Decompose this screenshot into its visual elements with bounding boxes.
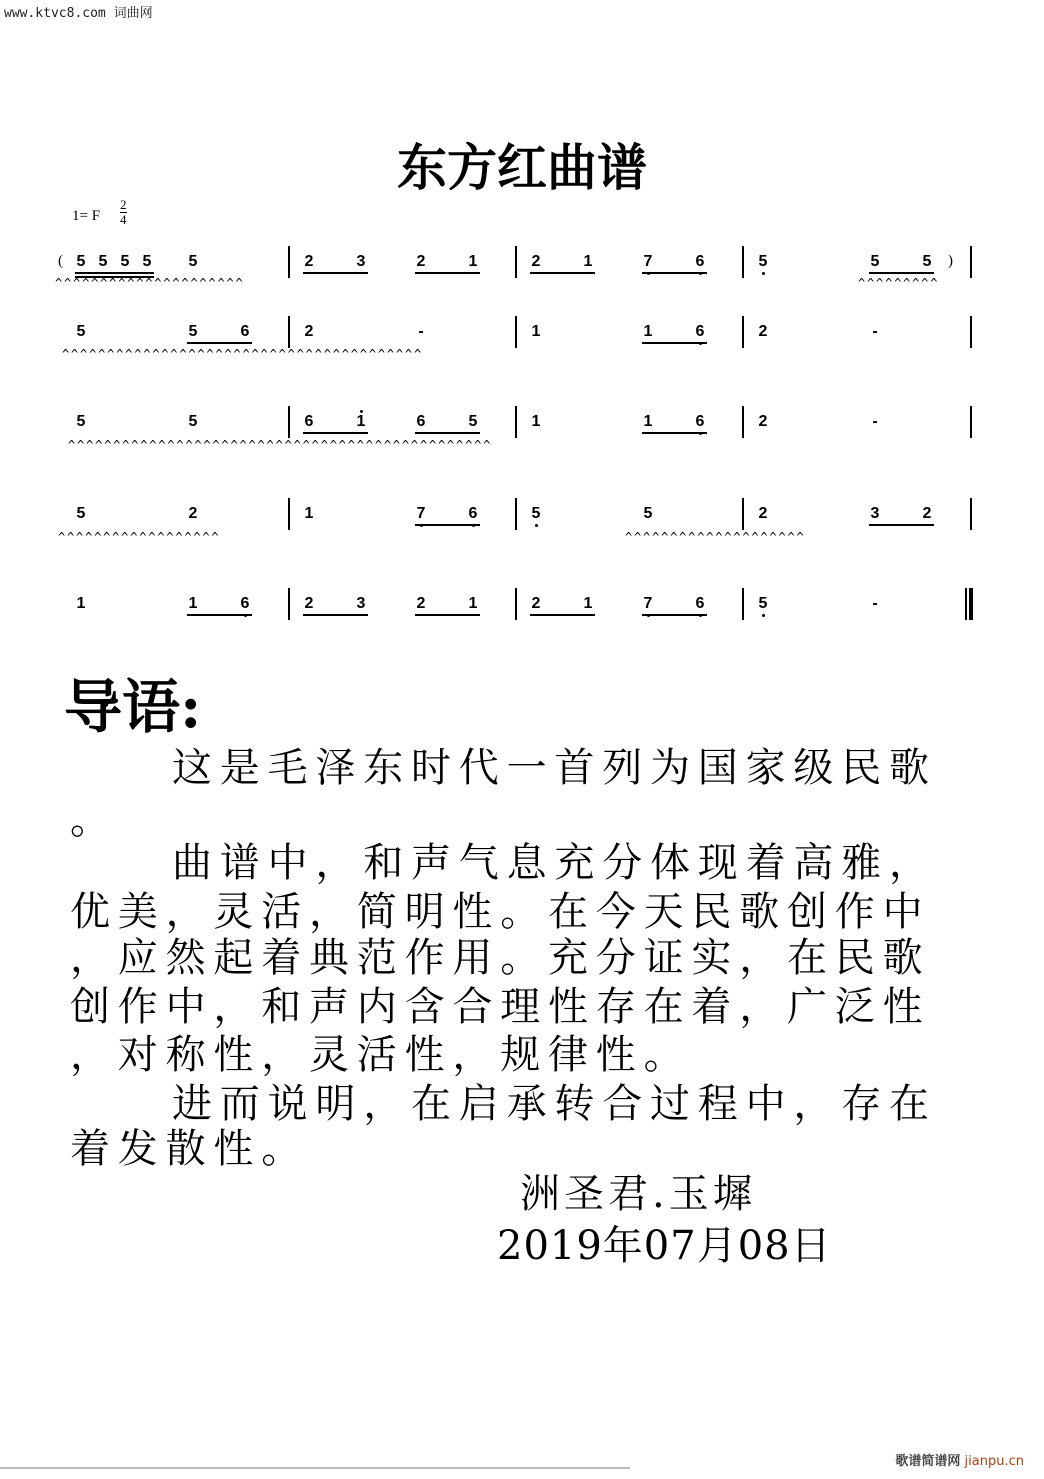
barline: [515, 588, 517, 620]
note: 2: [758, 413, 768, 430]
note: 5: [530, 505, 542, 523]
barline: [288, 246, 290, 278]
note: 6: [694, 323, 706, 341]
note: -: [872, 323, 878, 340]
note: 6: [239, 595, 251, 613]
barline: [515, 498, 517, 530]
underline-beam: [303, 432, 368, 434]
note: 5: [188, 253, 198, 270]
note: 1: [355, 413, 367, 431]
divider: [0, 1467, 630, 1469]
paragraph-line: 曲谱中，和声气息充分体现着高雅，: [172, 840, 937, 886]
low-octave-dot: [762, 272, 765, 275]
note: 5: [76, 323, 86, 340]
note: 5: [76, 413, 86, 430]
note: -: [872, 413, 878, 430]
signature: 洲圣君.玉墀: [520, 1171, 757, 1217]
barline: [742, 588, 744, 620]
note: 1: [643, 413, 653, 430]
underline-beam: [869, 272, 934, 274]
paragraph-line: 进而说明，在启承转合过程中，存在: [172, 1081, 937, 1127]
barline: [742, 498, 744, 530]
barline: [970, 498, 972, 530]
note: 2: [416, 253, 426, 270]
note: 2: [304, 595, 314, 612]
underline-beam: [75, 272, 154, 274]
barline: [742, 316, 744, 348]
underline-beam: [415, 524, 480, 526]
barline: [515, 316, 517, 348]
note: 2: [531, 253, 541, 270]
barline: [970, 246, 972, 278]
underline-beam: [642, 272, 707, 274]
note: 6: [467, 505, 479, 523]
paragraph-line: 优美，灵活，简明性。在今天民歌创作中: [70, 889, 931, 935]
underline-beam: [303, 614, 368, 616]
underline-beam: [642, 432, 707, 434]
paragraph-line: ，对称性，灵活性，规律性。: [70, 1032, 692, 1078]
note: 2: [531, 595, 541, 612]
note: 6: [304, 413, 314, 430]
note: 7: [642, 253, 654, 271]
note: 2: [416, 595, 426, 612]
slur-carets: ^^^^^^^^^^^^^^^^^^^^: [625, 530, 806, 544]
underline-beam: [187, 614, 252, 616]
note: 3: [356, 595, 366, 612]
note: 1: [188, 595, 198, 612]
paragraph-line: ，应然起着典范作用。充分证实，在民歌: [70, 935, 931, 981]
note: 5: [643, 505, 653, 522]
final-barline: [965, 588, 967, 620]
note: 1: [583, 595, 593, 612]
barline: [515, 246, 517, 278]
date: 2019年07月08日: [497, 1223, 832, 1269]
note: 5: [757, 253, 769, 271]
low-octave-dot: [762, 614, 765, 617]
barline: [288, 498, 290, 530]
paragraph-line: 着发散性。: [70, 1126, 309, 1172]
slur-carets: ^^^^^^^^^^^^^^^^^^^^^^^^^^^^^^^^^^^^^^^^: [62, 347, 423, 361]
note: 1: [531, 413, 541, 430]
underline-beam: [303, 272, 368, 274]
note: 5: [98, 253, 108, 270]
barline: [288, 588, 290, 620]
barline: [742, 406, 744, 438]
note: 6: [694, 413, 706, 431]
note: 5: [188, 323, 198, 340]
note: 1: [468, 253, 478, 270]
note: 1: [643, 323, 653, 340]
note: 6: [240, 323, 250, 340]
barline: [970, 406, 972, 438]
note: 6: [694, 595, 706, 613]
key-signature: 1= F: [72, 208, 101, 224]
barline: [288, 406, 290, 438]
note: 5: [120, 253, 130, 270]
note: 5: [757, 595, 769, 613]
watermark-cn: 歌谱简谱网: [895, 1454, 961, 1469]
intro-heading: 导语:: [64, 673, 202, 741]
underline-beam: [530, 272, 595, 274]
underline-beam: [415, 614, 480, 616]
note: 5: [142, 253, 152, 270]
paragraph-line: 创作中，和声内含合理性存在着，广泛性: [70, 984, 931, 1030]
meter-top: 2: [120, 197, 127, 212]
time-signature: [120, 198, 127, 227]
barline: [970, 316, 972, 348]
underline-beam: [187, 342, 252, 344]
note: 5: [188, 413, 198, 430]
note: 5: [76, 253, 86, 270]
note: 6: [694, 253, 706, 271]
note: 2: [304, 323, 314, 340]
barline: [515, 406, 517, 438]
underline-beam: [415, 272, 480, 274]
watermark-domain: jianpu.cn: [964, 1454, 1024, 1469]
note: 2: [758, 505, 768, 522]
note: 7: [642, 595, 654, 613]
slur-carets: ^^^^^^^^^^^^^^^^^^^^^: [55, 276, 245, 290]
note: 5: [870, 253, 880, 270]
underline-beam: [869, 524, 934, 526]
note: 7: [415, 505, 427, 523]
slur-carets: ^^^^^^^^^: [858, 276, 940, 290]
note: 5: [468, 413, 478, 430]
close-paren: ): [948, 253, 953, 269]
note: 1: [76, 595, 86, 612]
watermark: [895, 1450, 1024, 1469]
high-octave-dot: [360, 410, 363, 413]
note: 3: [870, 505, 880, 522]
note: 1: [468, 595, 478, 612]
note: 1: [304, 505, 314, 522]
note: -: [872, 595, 878, 612]
underline-beam: [415, 432, 480, 434]
slur-carets: ^^^^^^^^^^^^^^^^^^: [58, 530, 221, 544]
note: 6: [416, 413, 426, 430]
paragraph-line: 。: [70, 797, 118, 843]
paragraph-line: 这是毛泽东时代一首列为国家级民歌: [172, 745, 937, 791]
slur-carets: ^^^^^^^^^^^^^^^^^^^^^^^^^^^^^^^^^^^^^^^^^^^^^^^: [68, 438, 493, 452]
note: 2: [758, 323, 768, 340]
low-octave-dot: [535, 524, 538, 527]
page-title: 东方红曲谱: [397, 138, 647, 197]
underline-beam: [642, 614, 707, 616]
open-paren: (: [58, 253, 63, 269]
meter-bottom: 4: [120, 212, 127, 227]
note: 5: [76, 505, 86, 522]
note: 2: [922, 505, 932, 522]
note: -: [418, 323, 424, 340]
note: 2: [304, 253, 314, 270]
barline: [742, 246, 744, 278]
underline-beam: [642, 342, 707, 344]
underline-beam: [530, 614, 595, 616]
barline: [288, 316, 290, 348]
site-header: www.ktvc8.com 词曲网: [4, 6, 153, 21]
final-barline: [969, 588, 973, 620]
note: 3: [356, 253, 366, 270]
note: 1: [583, 253, 593, 270]
note: 1: [531, 323, 541, 340]
note: 5: [922, 253, 932, 270]
note: 2: [188, 505, 198, 522]
